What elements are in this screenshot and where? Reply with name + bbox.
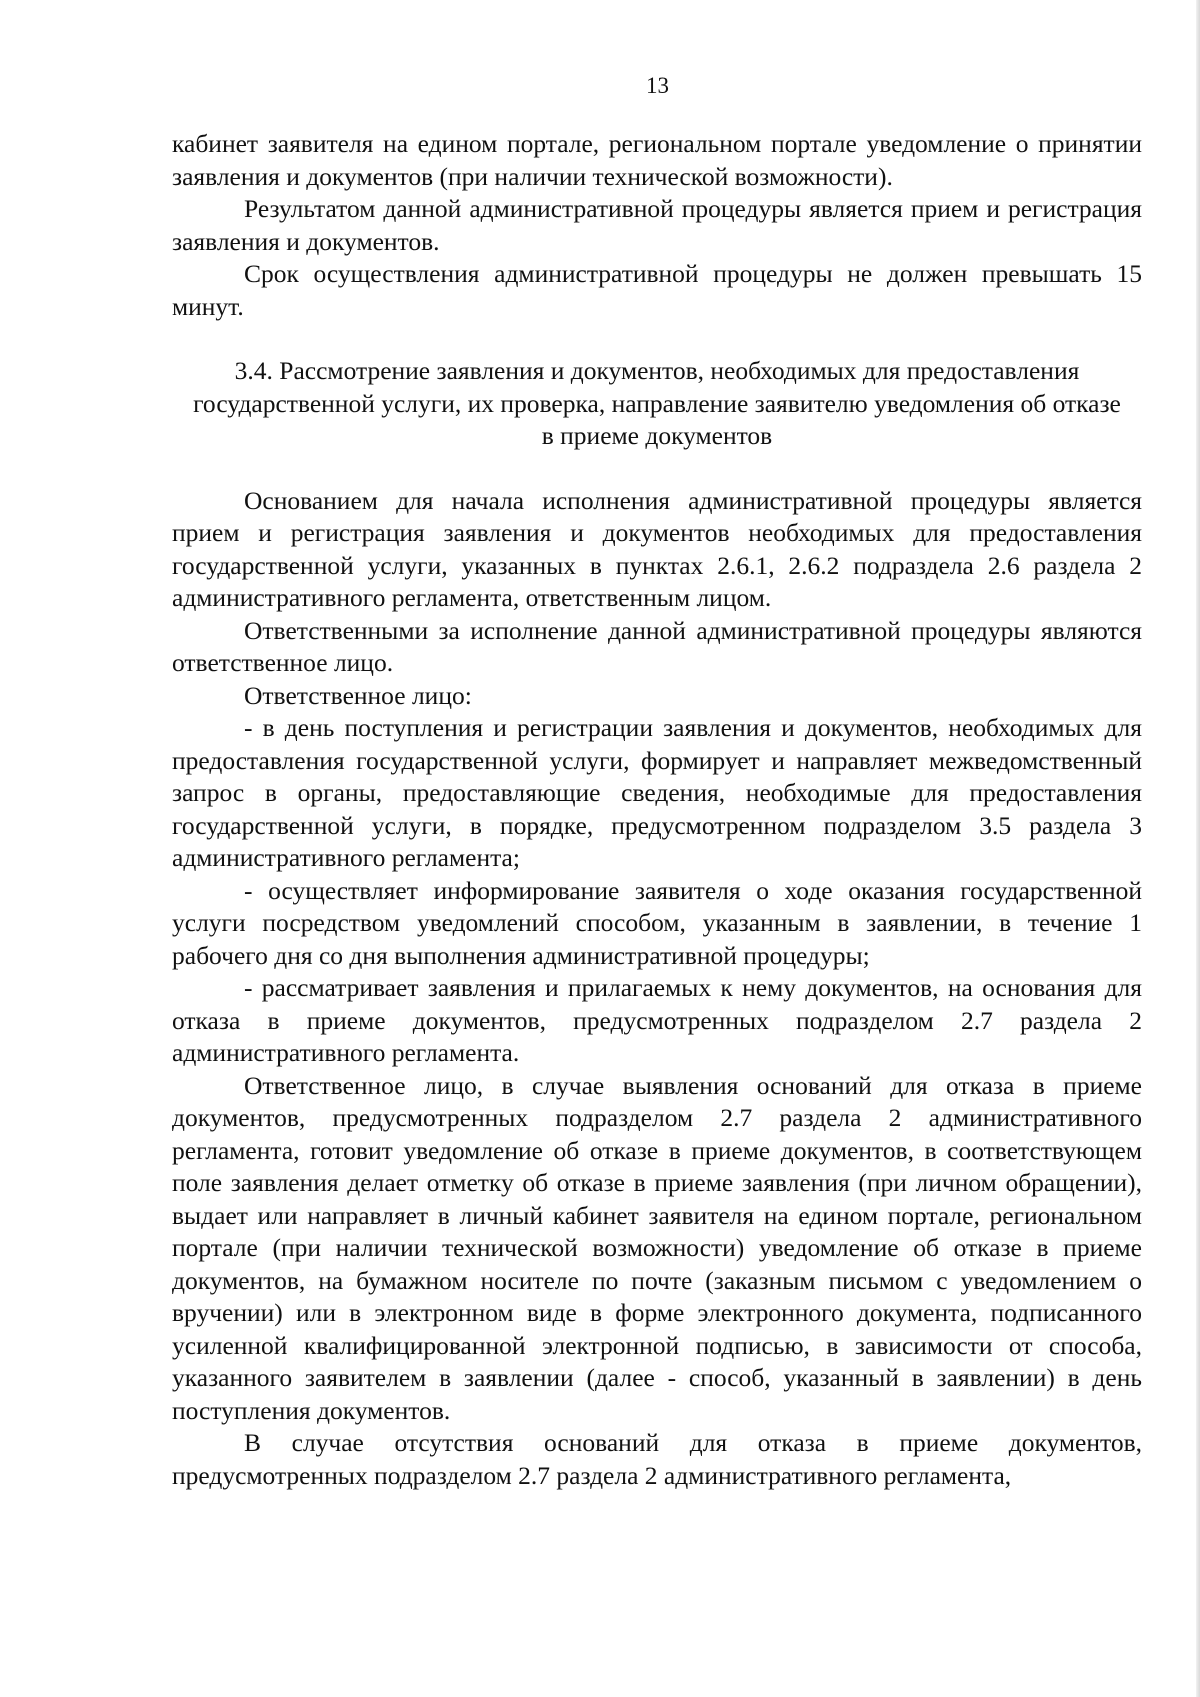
- paragraph: В случае отсутствия оснований для отказа в приеме документов, предусмотренных подразделом 2.7 раздела 2 административного регламента,: [172, 1428, 1142, 1490]
- page-number: 13: [646, 73, 669, 98]
- document-body: [172, 128, 1142, 1492]
- paragraph: Срок осуществления административной процедуры не должен превышать 15 минут.: [172, 259, 1142, 321]
- paragraph: Ответственное лицо, в случае выявления оснований для отказа в приеме документов, предусмотренных подразделом 2.7 раздела 2 административного регламента, готовит уведомление об отказе в приеме документов, в соответствующем поле заявления делает отметку об отказе в приеме заявления (при личном обращении), выдает или направляет в личный кабинет заявителя на едином портале, региональном портале (при наличии технической возможности) уведомление об отказе в приеме документов, на бумажном носителе по почте (заказным письмом с уведомлением о вручении) или в электронном виде в форме электронного документа, подписанного усиленной квалифицированной электронной подписью, в зависимости от способа, указанного заявителем в заявлении (далее - способ, указанный в заявлении) в день поступления документов.: [172, 1070, 1142, 1425]
- paragraph: Основанием для начала исполнения административной процедуры является прием и регистрация заявления и документов необходимых для предоставления государственной услуги, указанных в пунктах 2.6.1, 2.6.2 подраздела 2.6 раздела 2 административного регламента, ответственным лицом.: [172, 485, 1142, 612]
- paragraph: кабинет заявителя на едином портале, региональном портале уведомление о принятии заявления и документов (при наличии технической возможности).: [172, 129, 1142, 191]
- paragraph: Результатом данной административной процедуры является прием и регистрация заявления и документов.: [172, 194, 1142, 256]
- page-edge-shadow: [1196, 0, 1200, 1697]
- list-item: - рассматривает заявления и прилагаемых к нему документов, на основания для отказа в приеме документов, предусмотренных подразделом 2.7 раздела 2 административного регламента.: [172, 973, 1142, 1067]
- paragraph: Ответственное лицо:: [244, 680, 472, 710]
- section-heading: 3.4. Рассмотрение заявления и документов, необходимых для предоставления государственной услуги, их проверка, направление заявителю уведомления об отказе в приеме документов: [193, 356, 1121, 450]
- list-item: - в день поступления и регистрации заявления и документов, необходимых для предоставления государственной услуги, формирует и направляет межведомственный запрос в органы, предоставляющие сведения, необходимые для предоставления государственной услуги, в порядке, предусмотренном подразделом 3.5 раздела 3 административного регламента;: [172, 713, 1142, 872]
- paragraph: Ответственными за исполнение данной административной процедуры являются ответственное лицо.: [172, 615, 1142, 677]
- list-item: - осуществляет информирование заявителя о ходе оказания государственной услуги посредством уведомлений способом, указанным в заявлении, в течение 1 рабочего дня со дня выполнения административной процедуры;: [172, 875, 1142, 970]
